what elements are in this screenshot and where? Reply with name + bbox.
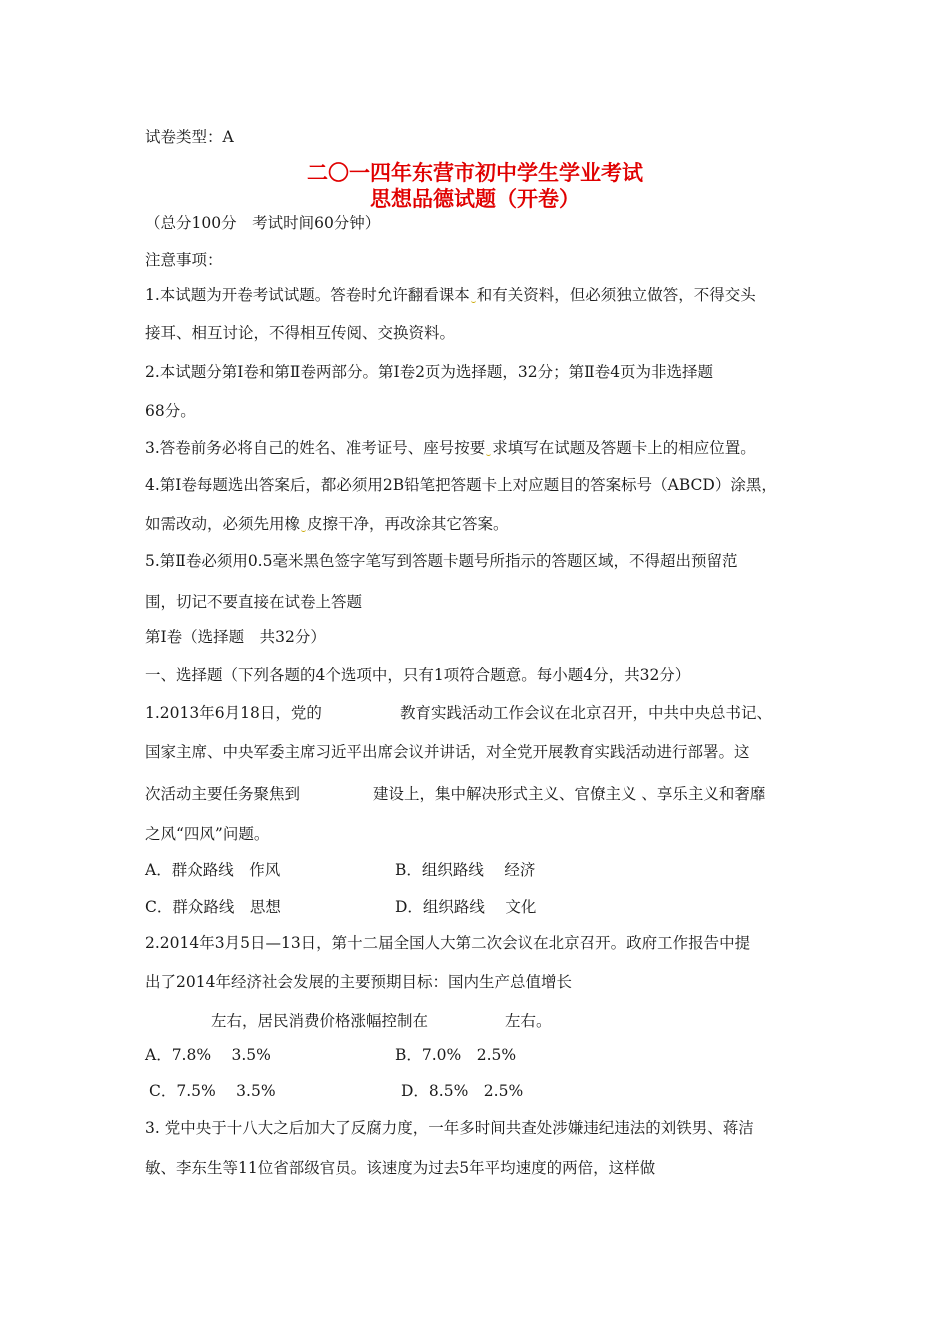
- notice-item-4: 4.第Ⅰ卷每题选出答案后，都必须用2B铅笔把答题卡上对应题目的答案标号（ABCD）涂黑，: [145, 476, 777, 494]
- question-2-option-b: B．7.0% 2.5%: [395, 1046, 517, 1064]
- edit-mark: [486, 452, 491, 456]
- question-1-line1a: 1.2013年6月18日，党的: [145, 704, 322, 722]
- section-title: 第Ⅰ卷（选择题 共32分）: [145, 628, 326, 646]
- notice-item-5-cont: 围，切记不要直接在试卷上答题: [145, 593, 363, 611]
- notice-text: 如需改动，必须先用橡: [145, 515, 301, 533]
- question-2-line3b: 左右。: [505, 1012, 552, 1030]
- question-3-line2: 敏、李东生等11位省部级官员。该速度为过去5年平均速度的两倍，这样做: [145, 1159, 656, 1177]
- question-2-line3a: 左右，居民消费价格涨幅控制在: [211, 1012, 429, 1030]
- question-1-option-c: C．群众路线 思想: [145, 898, 281, 916]
- notice-text: 和有关资料，但必须独立做答，不得交头: [476, 286, 756, 304]
- question-1-line1b: 教育实践活动工作会议在北京召开，中共中央总书记、: [400, 704, 773, 722]
- question-1-line2: 国家主席、中央军委主席习近平出席会议并讲话，对全党开展教育实践活动进行部署。这: [145, 743, 750, 761]
- question-1-option-a: A．群众路线 作风: [145, 861, 281, 879]
- notice-text: 求填写在试题及答题卡上的相应位置。: [492, 439, 756, 457]
- question-1-line3a: 次活动主要任务聚焦到: [145, 785, 301, 803]
- exam-title-line1: 二〇一四年东营市初中学生学业考试: [307, 161, 643, 185]
- edit-mark: [471, 299, 476, 303]
- notice-text: 皮擦干净，再改涂其它答案。: [307, 515, 509, 533]
- score-info: （总分100分 考试时间60分钟）: [145, 214, 381, 232]
- question-1-option-d: D．组织路线 文化: [395, 898, 537, 916]
- question-1-line3b: 建设上，集中解决形式主义、官僚主义 、享乐主义和奢靡: [373, 785, 766, 803]
- question-2-option-a: A．7.8% 3.5%: [145, 1046, 271, 1064]
- notice-text: 1.本试题为开卷考试试题。答卷时允许翻看课本: [145, 286, 470, 304]
- question-3-line1: 3. 党中央于十八大之后加大了反腐力度，一年多时间共查处涉嫌违纪违法的刘铁男、蒋洁: [145, 1119, 754, 1137]
- notice-text: 3.答卷前务必将自己的姓名、准考证号、座号按要: [145, 439, 486, 457]
- exam-type: 试卷类型：A: [145, 128, 234, 146]
- notice-item-2: 2.本试题分第Ⅰ卷和第Ⅱ卷两部分。第Ⅰ卷2页为选择题，32分；第Ⅱ卷4页为非选择题: [145, 363, 714, 381]
- question-2-option-c: C．7.5% 3.5%: [149, 1082, 276, 1100]
- question-2-line2: 出了2014年经济社会发展的主要预期目标：国内生产总值增长: [145, 973, 572, 991]
- edit-mark: [301, 528, 306, 532]
- notice-heading: 注意事项：: [145, 251, 223, 269]
- question-1-option-b: B．组织路线 经济: [395, 861, 536, 879]
- question-2-option-d: D．8.5% 2.5%: [401, 1082, 524, 1100]
- notice-item-1: [145, 285, 756, 305]
- section-instructions: 一、选择题（下列各题的4个选项中，只有1项符合题意。每小题4分，共32分）: [145, 666, 691, 684]
- notice-item-2-cont: 68分。: [145, 402, 196, 420]
- notice-item-5: 5.第Ⅱ卷必须用0.5毫米黑色签字笔写到答题卡题号所指示的答题区域，不得超出预留范: [145, 552, 738, 570]
- notice-item-3: [145, 438, 756, 458]
- question-1-line4: 之风“四风”问题。: [145, 825, 270, 843]
- notice-item-4-cont: [145, 514, 509, 534]
- exam-title-line2: 思想品德试题（开卷）: [370, 187, 580, 211]
- question-2-line1: 2.2014年3月5日—13日，第十二届全国人大第二次会议在北京召开。政府工作报告中提: [145, 934, 751, 952]
- notice-item-1-cont: 接耳、相互讨论，不得相互传阅、交换资料。: [145, 324, 456, 342]
